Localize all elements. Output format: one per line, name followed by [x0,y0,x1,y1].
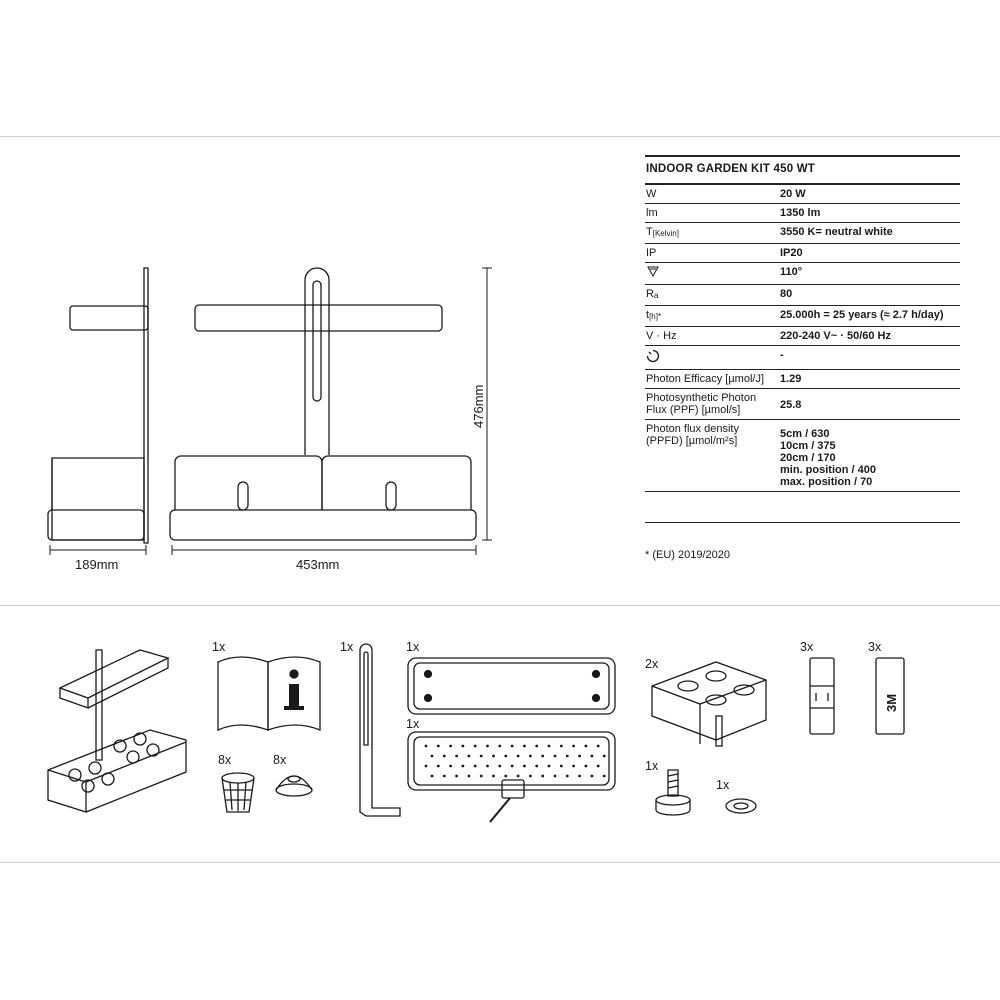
led-dot [486,765,489,768]
led-dot [462,745,465,748]
led-dot [431,755,434,758]
spec-key: Photosynthetic Photon Flux (PPF) [µmol/s] [645,389,779,420]
led-dot [480,775,483,778]
led-dot [578,755,581,758]
spec-value: 80 [779,285,960,306]
spec-title: INDOOR GARDEN KIT 450 WT [645,155,960,185]
led-dot [437,765,440,768]
qty-connector-clip: 3x [800,640,814,654]
led-dot [585,745,588,748]
washer [726,799,756,813]
led-dot [455,755,458,758]
led-dot [603,775,606,778]
led-dot [425,745,428,748]
spec-value: - [779,346,960,370]
qty-planter-tray: 2x [645,657,659,671]
led-dot [511,765,514,768]
led-dot [548,745,551,748]
led-dot [597,745,600,748]
qty-seed-cap: 8x [273,753,287,767]
instruction-leaflet-icon [218,657,320,730]
qty-thumb-screw: 1x [645,759,659,773]
led-dot [492,775,495,778]
led-dot [468,775,471,778]
led-dot [535,765,538,768]
led-dot [511,745,514,748]
led-dot [480,755,483,758]
spec-key: T[Kelvin] [645,223,779,244]
width-dimension: 453mm [296,557,340,572]
led-dot [498,765,501,768]
qty-led-panel: 1x [406,717,420,731]
led-dot [541,775,544,778]
planter-tray [652,662,766,746]
led-dot [468,755,471,758]
led-dot [554,755,557,758]
led-dot [523,765,526,768]
led-dot [566,755,569,758]
qty-basket: 8x [218,753,232,767]
spec-key: t[h]* [645,306,779,327]
led-dot [560,765,563,768]
led-dot [449,765,452,768]
spec-value: IP20 [779,244,960,263]
seed-cap [276,776,312,796]
spec-key: Photon flux density (PPFD) [µmol/m²s] [645,420,779,492]
led-dot [523,745,526,748]
spec-value: 25.000h = 25 years (≈ 2.7 h/day) [779,306,960,327]
spec-value: 220-240 V~ · 50/60 Hz [779,327,960,346]
spec-value: 25.8 [779,389,960,420]
led-panel [408,732,615,822]
led-dot [449,745,452,748]
spec-key: IP [645,244,779,263]
led-dot [504,755,507,758]
spec-key: lm [645,204,779,223]
lamp-cover [408,658,615,714]
led-dot [504,775,507,778]
led-dot [498,745,501,748]
led-dot [529,775,532,778]
spec-value: 5cm / 630 10cm / 375 20cm / 170 min. position / 400 max. position / 70 [779,420,960,492]
qty-washer: 1x [716,778,730,792]
led-dot [437,745,440,748]
led-dot [541,755,544,758]
led-dot [578,775,581,778]
footnote: * (EU) 2019/2020 [645,549,730,561]
led-dot [517,755,520,758]
led-dot [529,755,532,758]
spec-key: Ra [645,285,779,306]
led-dot [486,745,489,748]
assembled-garden-kit [48,650,186,812]
height-dimension: 476mm [471,384,486,428]
led-dot [455,775,458,778]
led-dot [585,765,588,768]
led-dot [474,765,477,768]
led-dot [591,755,594,758]
adhesive-pad-label: 3M [884,693,899,712]
led-dot [443,775,446,778]
spec-key: V · Hz [645,327,779,346]
thumb-screw [656,770,690,815]
spec-value: 20 W [779,185,960,204]
led-dot [597,765,600,768]
connector-clip [810,658,834,734]
spec-value: 1350 lm [779,204,960,223]
led-dot [474,745,477,748]
qty-stand-arm: 1x [340,640,354,654]
plant-basket [222,773,254,812]
led-dot [492,755,495,758]
spec-value: 1.29 [779,370,960,389]
led-dot [517,775,520,778]
led-dot [572,745,575,748]
led-dot [554,775,557,778]
spec-value: 110° [779,263,960,285]
spec-key: W [645,185,779,204]
led-dot [566,775,569,778]
spec-value: 3550 K= neutral white [779,223,960,244]
depth-dimension: 189mm [75,557,119,572]
spec-key: Photon Efficacy [µmol/J] [645,370,779,389]
stand-arm [360,644,400,816]
led-dot [425,765,428,768]
led-dot [431,775,434,778]
led-dot [591,775,594,778]
led-dot [462,765,465,768]
led-dot [535,745,538,748]
led-dot [572,765,575,768]
qty-adhesive-pad: 3x [868,640,882,654]
led-dot [443,755,446,758]
led-dot [548,765,551,768]
qty-leaflet: 1x [212,640,226,654]
led-dot [603,755,606,758]
led-dot [560,745,563,748]
qty-lamp-cover: 1x [406,640,420,654]
